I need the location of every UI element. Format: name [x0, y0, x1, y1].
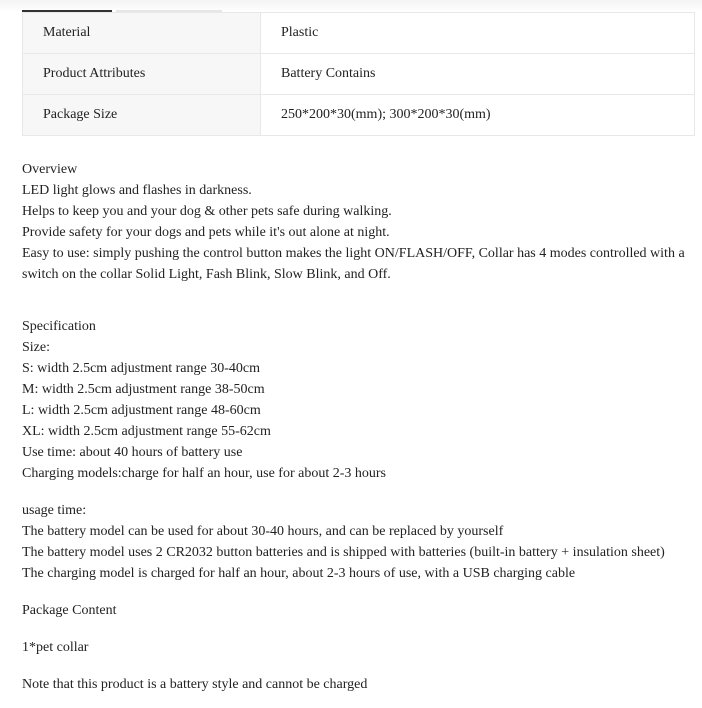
specification-heading: Specification: [22, 319, 96, 334]
spacer: [22, 484, 694, 500]
package-content-item: 1*pet collar: [22, 640, 89, 655]
overview-line: Provide safety for your dogs and pets while it's out alone at night.: [22, 225, 390, 240]
spacer: [22, 658, 694, 674]
spacer: [22, 584, 694, 600]
attribute-name: Product Attributes: [23, 54, 261, 95]
attribute-value: Battery Contains: [261, 54, 695, 95]
usage-heading: usage time:: [22, 503, 87, 518]
specification-line: M: width 2.5cm adjustment range 38-50cm: [22, 382, 265, 397]
table-row: [23, 54, 695, 95]
overview-line: LED light glows and flashes in darkness.: [22, 183, 252, 198]
specification-line: L: width 2.5cm adjustment range 48-60cm: [22, 403, 261, 418]
overview-line: Helps to keep you and your dog & other pets safe during walking.: [22, 204, 392, 219]
attribute-value: 250*200*30(mm); 300*200*30(mm): [261, 95, 695, 136]
usage-line: The charging model is charged for half an hour, about 2-3 hours of use, with a USB charging cable: [22, 566, 576, 581]
specification-line: Use time: about 40 hours of battery use: [22, 445, 243, 460]
spacer: [22, 621, 694, 637]
note-text: Note that this product is a battery style and cannot be charged: [22, 677, 368, 692]
table-row: [23, 13, 695, 54]
attribute-name: Package Size: [23, 95, 261, 136]
attribute-name: Material: [23, 13, 261, 54]
attribute-value: Plastic: [261, 13, 695, 54]
specification-line: Charging models:charge for half an hour, use for about 2-3 hours: [22, 466, 386, 481]
package-content-heading: Package Content: [22, 603, 117, 618]
table-row: [23, 95, 695, 136]
usage-line: The battery model uses 2 CR2032 button batteries and is shipped with batteries (built-in battery + insulation sheet): [22, 545, 665, 560]
spacer: [22, 285, 694, 316]
product-description: [22, 159, 694, 695]
usage-line: The battery model can be used for about 30-40 hours, and can be replaced by yourself: [22, 524, 504, 539]
overview-heading: Overview: [22, 162, 78, 177]
specification-line: Size:: [22, 340, 50, 355]
attributes-table: [22, 12, 695, 136]
overview-line: Easy to use: simply pushing the control button makes the light ON/FLASH/OFF, Collar has 4 modes controlled with a switch on the collar Solid Light, Fash Blink, Slow Blink, and Off.: [22, 246, 685, 282]
specification-line: S: width 2.5cm adjustment range 30-40cm: [22, 361, 260, 376]
specification-line: XL: width 2.5cm adjustment range 55-62cm: [22, 424, 271, 439]
